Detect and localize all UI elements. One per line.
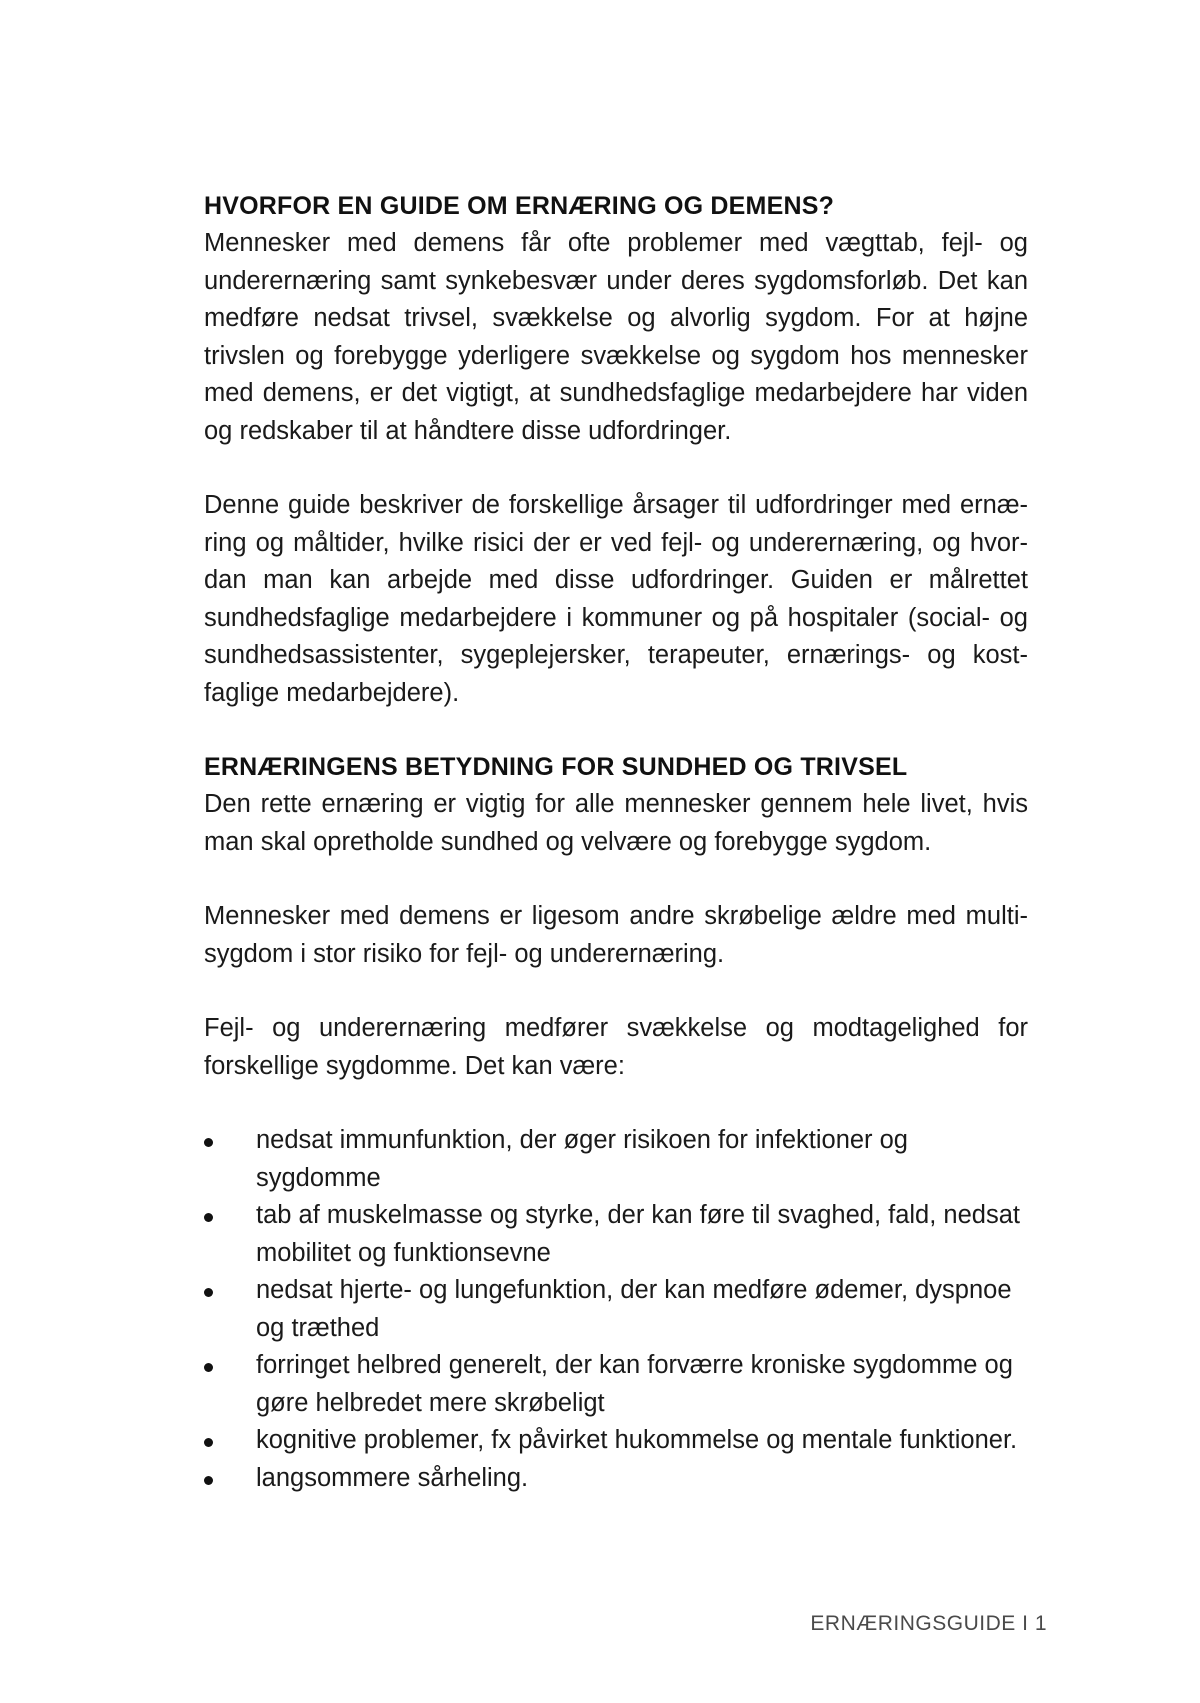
footer-label: ERNÆRINGSGUIDE <box>810 1612 1016 1635</box>
footer-separator: I <box>1022 1612 1029 1635</box>
paragraph-frail-elderly: Mennesker med demens er ligesom andre skrøbelige ældre med multisygdom i stor risiko for fejl- og underernæring. <box>204 902 1028 968</box>
list-item-text: langsommere sårheling. <box>256 1463 529 1492</box>
document-body <box>204 188 1028 1497</box>
list-item <box>204 1422 1028 1460</box>
bullet-icon <box>204 1438 213 1447</box>
spacer <box>204 973 1028 1010</box>
list-item-text: tab af muskelmasse og styrke, der kan føre til svaghed, fald, nedsat mobilitet og funktionsevne <box>256 1201 1020 1267</box>
list-item <box>204 1197 1028 1272</box>
paragraph-intro: Mennesker med demens får ofte problemer med vægttab, fejl- og underernæring samt synkebesvær under deres sygdomsforløb. Det kan medføre nedsat trivsel, svækkelse og alvorlig sygdom. For at højne trivslen og forebygge yderligere svækkelse og sygdom hos mennesker med demens, er det vigtigt, at sundhedsfaglige medarbejdere har viden og redskaber til at håndtere disse udfordringer. <box>204 229 1028 445</box>
bullet-icon <box>204 1476 213 1485</box>
spacer <box>204 712 1028 749</box>
section-heading-why-guide: HVORFOR EN GUIDE OM ERNÆRING OG DEMENS? <box>204 192 835 220</box>
paragraph-nutrition-importance: Den rette ernæring er vigtig for alle mennesker gennem hele livet, hvis man skal opretholde sundhed og velvære og forebygge sygdom. <box>204 790 1028 856</box>
page-footer <box>810 1611 1047 1637</box>
list-item <box>204 1460 1028 1498</box>
list-item-text: nedsat hjerte- og lungefunktion, der kan medføre ødemer, dyspnoe og træthed <box>256 1276 1012 1342</box>
list-item <box>204 1272 1028 1347</box>
section-heading-nutrition-importance: ERNÆRINGENS BETYDNING FOR SUNDHED OG TRIVSEL <box>204 753 908 781</box>
paragraph-guide-description: Denne guide beskriver de forskellige årsager til udfordringer med ernæring og måltider, hvilke risici der er ved fejl- og underernæring, og hvordan man kan arbejde med disse udfordringer. Guiden er målrettet sundhedsfaglige medarbejdere i kommuner og på hospitaler (social- og sundhedsassistenter, sygeplejersker, terapeuter, ernærings- og kostfaglige medarbejdere). <box>204 491 1028 707</box>
spacer <box>204 861 1028 898</box>
list-item-text: kognitive problemer, fx påvirket hukommelse og mentale funktioner. <box>256 1426 1018 1454</box>
bullet-icon <box>204 1138 213 1147</box>
list-item-text: nedsat immunfunktion, der øger risikoen for infektioner og sygdomme <box>256 1126 908 1192</box>
bullet-icon <box>204 1363 213 1372</box>
paragraph-consequences: Fejl- og underernæring medfører svækkelse og modtagelighed for forskellige sygdomme. Det kan være: <box>204 1014 1028 1080</box>
consequences-list <box>204 1122 1028 1497</box>
spacer <box>204 1085 1028 1122</box>
page-number: 1 <box>1034 1612 1047 1635</box>
spacer <box>204 450 1028 487</box>
list-item <box>204 1347 1028 1422</box>
bullet-icon <box>204 1288 213 1297</box>
list-item-text: forringet helbred generelt, der kan forværre kroniske sygdomme og gøre helbredet mere skrøbeligt <box>256 1351 1013 1417</box>
bullet-icon <box>204 1213 213 1222</box>
list-item <box>204 1122 1028 1197</box>
